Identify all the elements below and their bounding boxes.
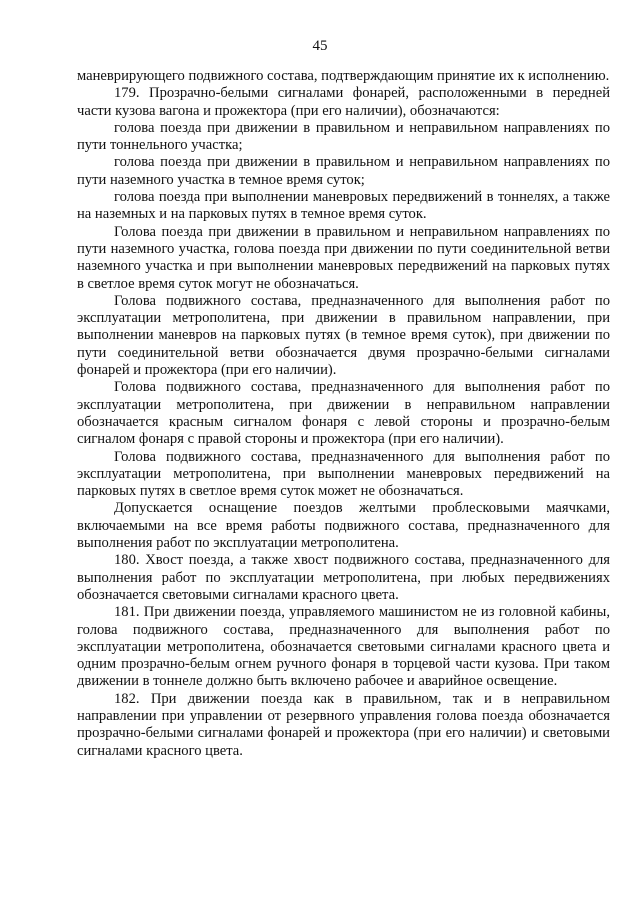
paragraph-service-train-wrong-direction: Голова подвижного состава, предназначенного для выполнения работ по эксплуатации метрополитена, при движении в неправильном направлении обозначается красным сигналом фонаря с левой стороны и прозрачно-белым сигналом фонаря с правой стороны и прожектора (при его наличии).: [77, 379, 610, 448]
paragraph-service-train-correct-direction: Голова подвижного состава, предназначенного для выполнения работ по эксплуатации метрополитена, при движении в правильном направлении, при выполнении маневров на парковых путях (в темное время суток), при движении по пути соединительной ветви обозначается двумя прозрачно-белыми сигналами фонарей и прожектора (при его наличии).: [77, 292, 610, 379]
paragraph-yellow-beacons: Допускается оснащение поездов желтыми проблесковыми маячками, включаемыми на все время работы подвижного состава, предназначенного для выполнения работ по эксплуатации метрополитена.: [77, 500, 610, 552]
paragraph-service-train-daylight: Голова подвижного состава, предназначенного для выполнения работ по эксплуатации метрополитена, при выполнении маневровых передвижений на парковых путях в светлое время суток может не обозначаться.: [77, 448, 610, 500]
paragraph-shunting-dark: голова поезда при выполнении маневровых передвижений в тоннелях, а также на наземных и на парковых путях в темное время суток.: [77, 189, 610, 223]
paragraph-ground-section-dark: голова поезда при движении в правильном и неправильном направлениях по пути наземного участка в темное время суток;: [77, 154, 610, 188]
document-body: [77, 68, 610, 760]
paragraph-180: 180. Хвост поезда, а также хвост подвижного состава, предназначенного для выполнения работ по эксплуатации метрополитена, при любых передвижениях обозначается световыми сигналами красного цвета.: [77, 552, 610, 603]
paragraph-179: 179. Прозрачно-белыми сигналами фонарей, расположенными в передней части кузова вагона и прожектора (при его наличии), обозначаются:: [77, 85, 610, 119]
paragraph-continuation: маневрирующего подвижного состава, подтверждающим принятие их к исполнению.: [77, 68, 610, 84]
paragraph-tunnel-section: голова поезда при движении в правильном и неправильном направлениях по пути тоннельного участка;: [77, 119, 610, 154]
page-number: 45: [312, 38, 328, 54]
paragraph-181: 181. При движении поезда, управляемого машинистом не из головной кабины, голова подвижного состава, предназначенного для выполнения работ по эксплуатации метрополитена, обозначается световыми сигналами красного цвета и одним прозрачно-белым огнем ручного фонаря в торцевой части кузова. При таком движении в тоннеле должно быть включено рабочее и аварийное освещение.: [77, 604, 610, 690]
paragraph-182: 182. При движении поезда как в правильном, так и в неправильном направлении при управлении от резервного управления голова поезда обозначается прозрачно-белыми сигналами фонарей и прожектора (при его наличии) и световыми сигналами красного цвета.: [77, 690, 610, 759]
paragraph-daylight-exemption: Голова поезда при движении в правильном и неправильном направлениях по пути наземного участка, голова поезда при движении по пути соединительной ветви наземного участка и при выполнении маневровых передвижений на парковых путях в светлое время суток могут не обозначаться.: [77, 223, 610, 292]
